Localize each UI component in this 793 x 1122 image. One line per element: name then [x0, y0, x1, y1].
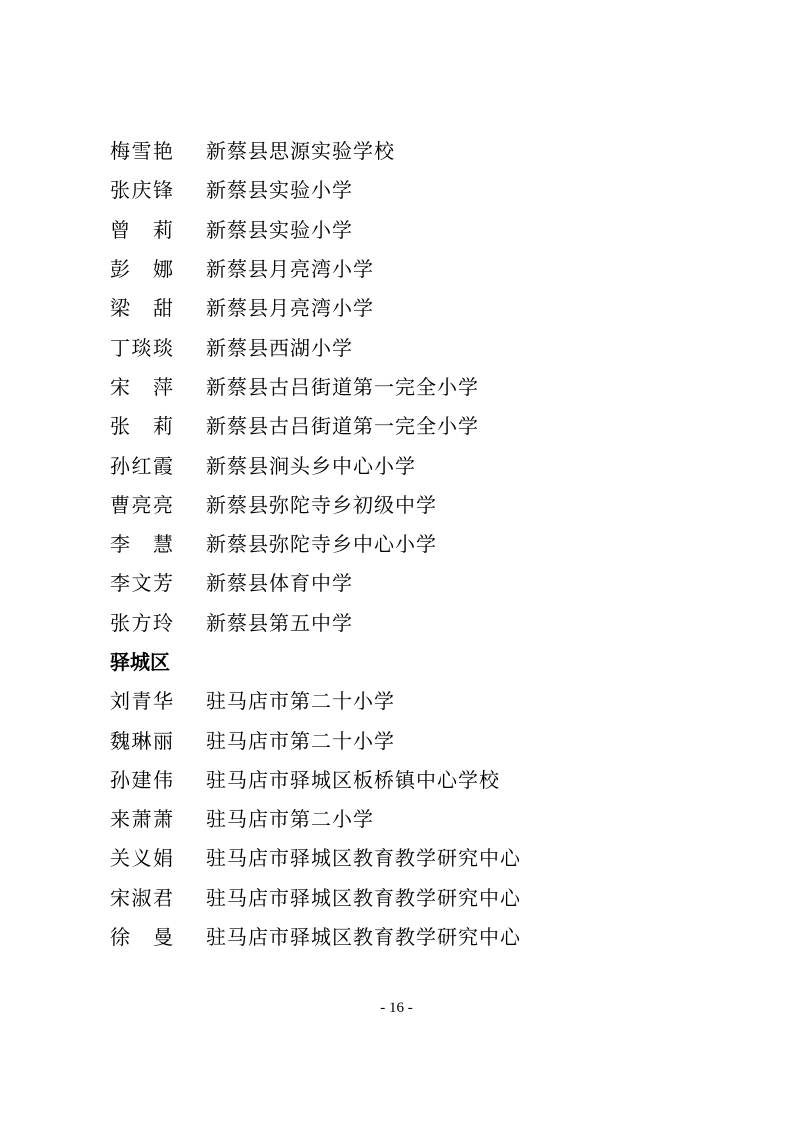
list-item: [110, 444, 521, 483]
person-unit: 新蔡县月亮湾小学: [206, 296, 374, 321]
person-unit: 驻马店市第二小学: [206, 807, 374, 832]
section-heading: 驿城区: [110, 650, 170, 674]
list-item: [110, 405, 521, 444]
person-name: 来萧萧: [110, 807, 174, 832]
person-unit: 驻马店市第二十小学: [206, 728, 395, 753]
person-unit: 新蔡县西湖小学: [206, 335, 353, 360]
list-item: [110, 562, 521, 601]
name-list: [110, 130, 521, 955]
person-name: 孙红霞: [110, 453, 174, 478]
person-name: 宋淑君: [110, 885, 174, 910]
person-unit: 驻马店市驿城区板桥镇中心学校: [206, 767, 500, 792]
list-item: [110, 130, 521, 169]
person-name: 张方玲: [110, 610, 174, 635]
list-item: [110, 169, 521, 208]
person-unit: 新蔡县涧头乡中心小学: [206, 453, 416, 478]
person-unit: 新蔡县月亮湾小学: [206, 257, 374, 282]
person-name: 李文芳: [110, 571, 174, 596]
person-unit: 驻马店市第二十小学: [206, 689, 395, 714]
person-name: 张庆锋: [110, 178, 174, 203]
person-name: 梅雪艳: [110, 139, 174, 164]
person-name: 梁甜: [110, 296, 174, 321]
person-name: 宋萍: [110, 374, 174, 399]
person-name: 孙建伟: [110, 767, 174, 792]
list-item: [110, 916, 521, 955]
person-name: 关义娟: [110, 846, 174, 871]
list-item: [110, 798, 521, 837]
list-item: [110, 287, 521, 326]
person-unit: 新蔡县古吕街道第一完全小学: [206, 374, 479, 399]
person-unit: 新蔡县体育中学: [206, 571, 353, 596]
person-unit: 驻马店市驿城区教育教学研究中心: [206, 885, 521, 910]
list-item: [110, 326, 521, 365]
list-item: [110, 523, 521, 562]
person-name: 丁琰琰: [110, 335, 174, 360]
person-unit: 新蔡县实验小学: [206, 217, 353, 242]
list-item: [110, 680, 521, 719]
list-item: [110, 366, 521, 405]
list-item: [110, 484, 521, 523]
person-unit: 新蔡县第五中学: [206, 610, 353, 635]
person-unit: 新蔡县实验小学: [206, 178, 353, 203]
list-item: [110, 837, 521, 876]
person-unit: 驻马店市驿城区教育教学研究中心: [206, 925, 521, 950]
person-unit: 新蔡县思源实验学校: [206, 139, 395, 164]
person-unit: 新蔡县古吕街道第一完全小学: [206, 414, 479, 439]
person-name: 魏琳丽: [110, 728, 174, 753]
person-name: 徐曼: [110, 925, 174, 950]
person-unit: 驻马店市驿城区教育教学研究中心: [206, 846, 521, 871]
list-item: [110, 719, 521, 758]
person-name: 李慧: [110, 532, 174, 557]
list-item: [110, 759, 521, 798]
person-name: 彭娜: [110, 257, 174, 282]
person-unit: 新蔡县弥陀寺乡初级中学: [206, 492, 437, 517]
list-item: [110, 877, 521, 916]
person-name: 曾莉: [110, 217, 174, 242]
person-name: 曹亮亮: [110, 492, 174, 517]
person-name: 张莉: [110, 414, 174, 439]
list-item: [110, 602, 521, 641]
list-item: [110, 209, 521, 248]
person-name: 刘青华: [110, 689, 174, 714]
page-number: - 16 -: [380, 1000, 413, 1016]
list-item: [110, 248, 521, 287]
person-unit: 新蔡县弥陀寺乡中心小学: [206, 532, 437, 557]
